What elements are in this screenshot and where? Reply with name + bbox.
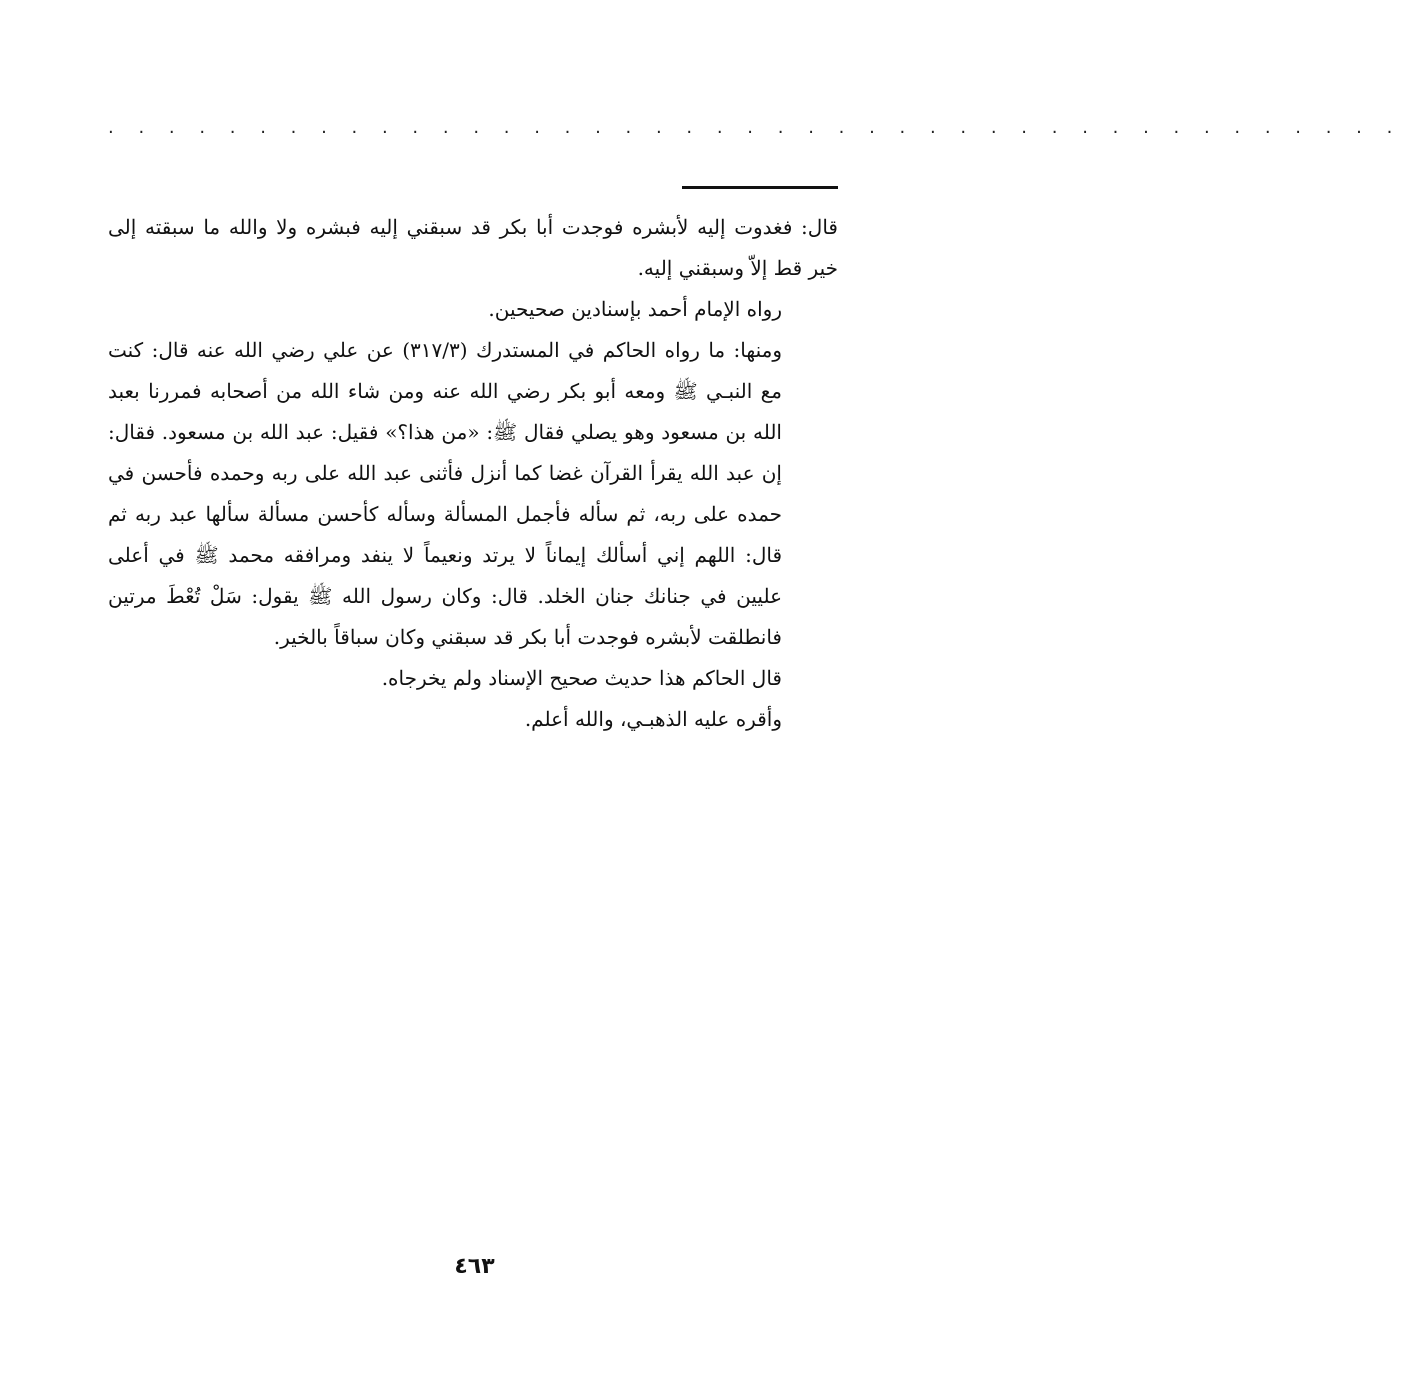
page-number: ٤٦٣ [454, 1254, 495, 1279]
paragraph-2: رواه الإمام أحمد بإسنادين صحيحين. [488, 297, 782, 321]
paragraph-4: قال الحاكم هذا حديث صحيح الإسناد ولم يخرجاه. [381, 666, 782, 690]
paragraph-1: قال: فغدوت إليه لأبشره فوجدت أبا بكر قد سبقني إليه فبشره ولا والله ما سبقته إلى خير قط إلاّ وسبقني إليه. [108, 215, 838, 280]
separator-dots: . . . . . . . . . . . . . . . . . . . . . . . . . . . . . . . . . . . . . . . . . . . [108, 117, 1402, 138]
paragraph-5: وأقره عليه الذهبـي، والله أعلم. [524, 707, 782, 731]
body-text [108, 207, 838, 740]
footnote-rule [682, 186, 838, 189]
paragraph-3: ومنها: ما رواه الحاكم في المستدرك (٣١٧/٣) عن علي رضي الله عنه قال: كنت مع النبـي ﷺ ومعه أبو بكر رضي الله عنه ومن شاء الله من أصحابه فمررنا بعبد الله بن مسعود وهو يصلي فقال ﷺ: «من هذا؟» فقيل: عبد الله بن مسعود. فقال: إن عبد الله يقرأ القرآن غضا كما أنزل فأثنى عبد الله على ربه وحمده فأحسن في حمده على ربه، ثم سأله فأجمل المسألة وسأله كأحسن مسألة سألها عبد ربه ثم قال: اللهم إني أسألك إيماناً لا يرتد ونعيماً لا ينفد ومرافقه محمد ﷺ في أعلى عليين في جنانك جنان الخلد. قال: وكان رسول الله ﷺ يقول: سَلْ تُعْطَ مرتين فانطلقت لأبشره فوجدت أبا بكر قد سبقني وكان سباقاً بالخير. [108, 338, 783, 649]
